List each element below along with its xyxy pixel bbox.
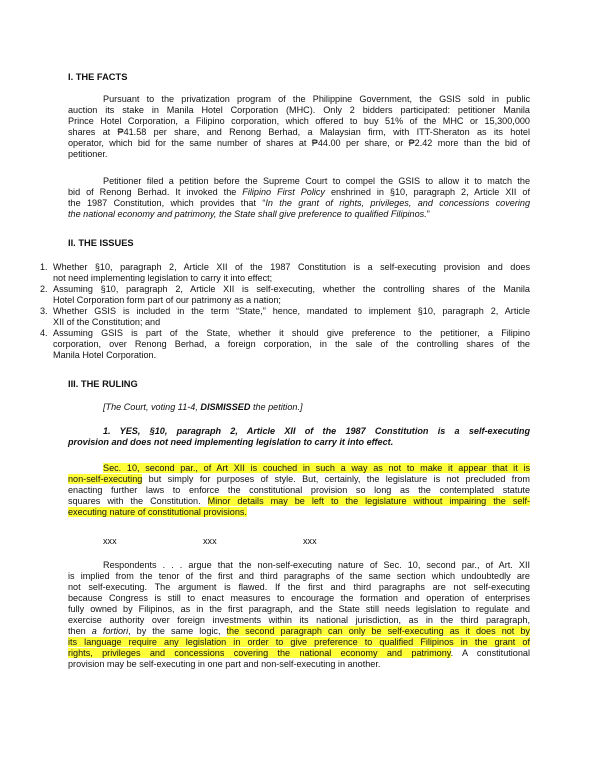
text-line: operator, which bid for the same number of shares at ₱44.00 per share, or ₱2.42 more than the bid of [68,138,530,148]
highlighted-text: Minor details may be left to the legislature without impairing the self- [207,496,530,506]
text-line [68,637,530,648]
section-heading-ruling: III. THE RULING [68,379,138,389]
text-line: squares with the Constitution. Minor details may be left to the legislature without impairing the self- [68,496,530,506]
text-line: Prince Hotel Corporation, a Filipino corporation, which offered to buy 51% of the MHC or 15,300,000 [68,116,530,126]
issues-list [40,262,530,361]
section-heading-issues: II. THE ISSUES [68,238,134,248]
highlighted-text: executing nature of constitutional provisions. [68,507,247,517]
facts-paragraph-1 [68,94,530,160]
ruling-subheading: 1. YES, §10, paragraph 2, Article XII of the 1987 Constitution is a self-executing provision and does not need implementing legislation to carry it into effect. [68,426,530,447]
list-item: 2. Assuming §10, paragraph 2, Article XII is self-executing, whether the controlling shares of the Manila Hotel Corporation form part of our patrimony as a nation; [40,284,530,305]
text-line: petitioner. [68,149,108,159]
facts-paragraph-2 [68,176,530,220]
omission-marks: xxx xxx xxx [103,536,317,546]
text-line: auction its stake in Manila Hotel Corporation (MHC). Only 2 bidders participated: petitioner Manila [68,105,530,115]
highlighted-text: rights, privileges and concessions covering the national economy and patrimony [68,648,451,658]
text-line: provision may be self-executing in one part and non-self-executing in another. [68,659,381,669]
section-heading-facts: I. THE FACTS [68,72,128,82]
text-line [68,507,530,518]
policy-name: Filipino First Policy [242,187,325,197]
list-item: 4. Assuming GSIS is part of the State, whether it should give preference to the petitioner, a Filipino corporation, over Renong Berhad, a foreign corporation, in the sale of the controlling shares of the Manila Hotel Corporation. [40,328,530,360]
highlighted-text: Sec. 10, second par., of Art XII is couched in such a way as not to make it appear that it is [103,463,530,473]
list-item: 1. Whether §10, paragraph 2, Article XII of the 1987 Constitution is a self-executing provision and does not need implementing legislation to carry it into effect; [40,262,530,283]
text-line [68,463,530,474]
text-line: fully owned by Filipinos, as in the first paragraph, and the State still needs legislation to regulate and [68,604,530,614]
text-line: bid of Renong Berhad. It invoked the Filipino First Policy enshrined in §10, paragraph 2, Article XII of [68,187,530,197]
text-line: Respondents . . . argue that the non-self-executing nature of Sec. 10, second par., of Art. XII [103,560,530,570]
court-vote: [The Court, voting 11-4, DISMISSED the petition.] [103,402,303,412]
highlighted-text: the second paragraph can only be self-executing as it does not by [226,626,530,636]
dismissed-label: DISMISSED [200,402,251,412]
text-line: because Congress is still to enact measures to encourage the formation and operation of enterprises [68,593,530,603]
quoted-ruling-1 [68,463,530,518]
highlighted-text: its language require any legislation in order to give preference to qualified Filipinos in the grant of [68,637,530,647]
text-line: is implied from the tenor of the first and third paragraphs of the same section which undoubtedly are [68,571,530,581]
text-line: not self-executing. The argument is flawed. If the first and third paragraphs are not self-executing [68,582,530,592]
text-line: then a fortiori, by the same logic, the second paragraph can only be self-executing as it does not by [68,626,530,636]
list-item: 3. Whether GSIS is included in the term “State,” hence, mandated to implement §10, paragraph 2, Article XII of the Constitution; and [40,306,530,327]
text-line: non-self-executing but simply for purposes of style. But, certainly, the legislature is not precluded from [68,474,530,484]
text-line: Pursuant to the privatization program of the Philippine Government, the GSIS sold in public [103,94,530,104]
text-line: the national economy and patrimony, the State shall give preference to qualified Filipinos.” [68,209,430,219]
text-line: exercise authority over foreign investments within its national jurisdiction, as in the third paragraph, [68,615,530,625]
text-line: the 1987 Constitution, which provides that “In the grant of rights, privileges, and concessions covering [68,198,530,208]
text-line: Petitioner filed a petition before the Supreme Court to compel the GSIS to allow it to match the [103,176,530,186]
text-line: rights, privileges and concessions covering the national economy and patrimony. A constitutional [68,648,530,658]
highlighted-text: non-self-executing [68,474,143,484]
quoted-ruling-2 [68,560,530,670]
text-line: shares at ₱41.58 per share, and Renong Berhad, a Malaysian firm, with ITT-Sheraton as its hotel [68,127,530,137]
text-line: enacting further laws to enforce the constitutional provision so long as the contemplated statute [68,485,530,495]
